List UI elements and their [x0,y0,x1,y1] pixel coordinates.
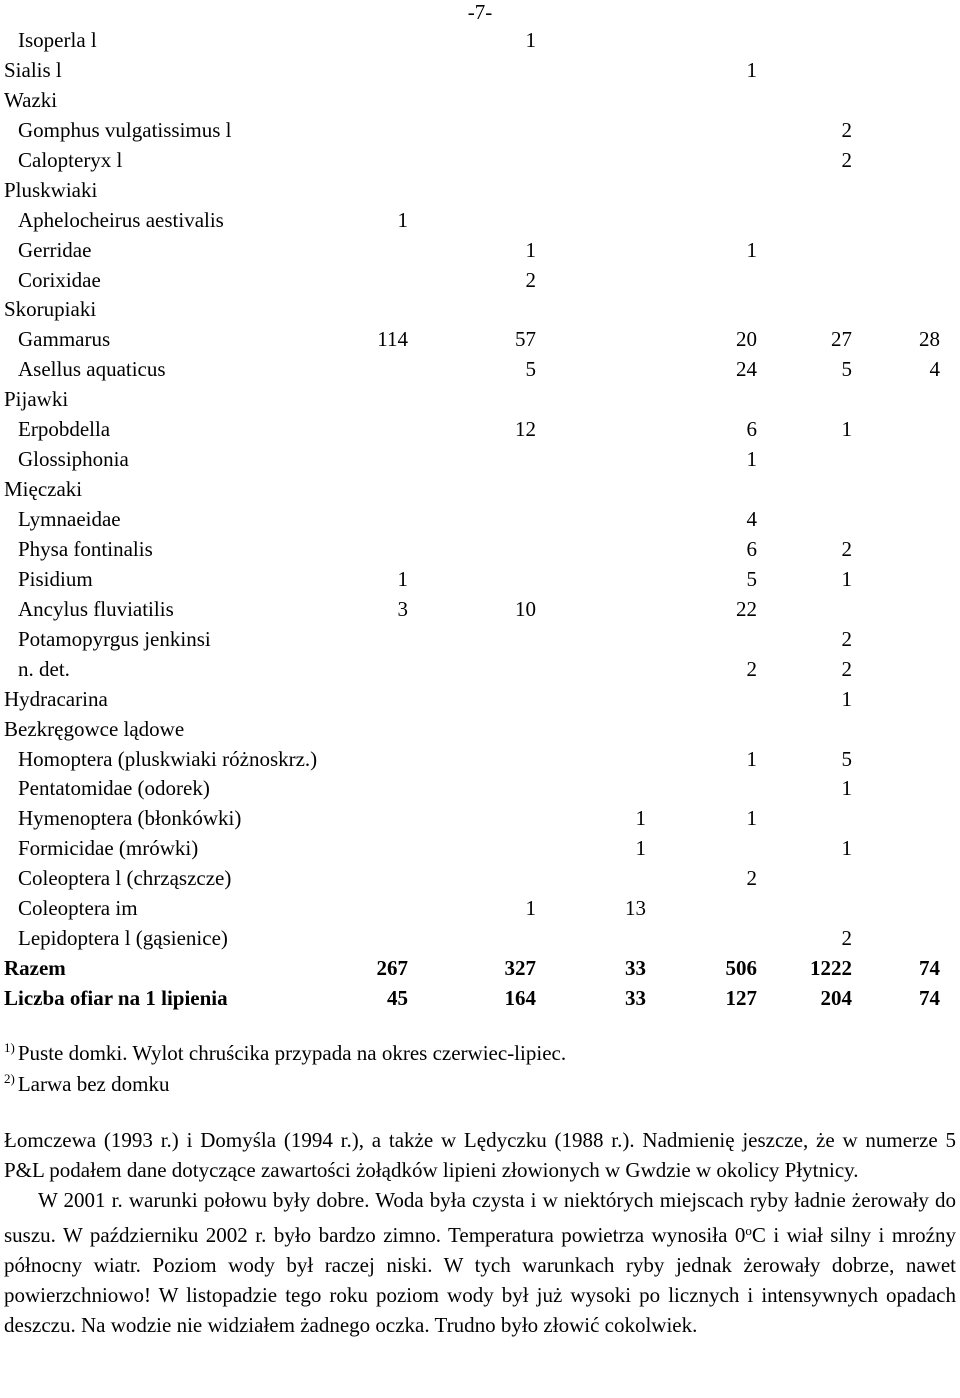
row-value: 2 [841,626,852,651]
row-label: Hymenoptera (błonkówki) [18,806,242,831]
table-row [0,475,960,505]
row-value: 28 [919,327,940,352]
row-value: 57 [515,327,536,352]
row-value: 2 [841,926,852,951]
row-value: 1 [841,836,852,861]
row-value: 5 [525,357,536,382]
table-row [0,715,960,745]
row-label: Pentatomidae (odorek) [18,776,210,801]
footnote [4,1032,954,1063]
degree-mark: o [745,1222,752,1238]
table-row [0,385,960,415]
table-row [0,595,960,625]
row-label: Isoperla l [18,28,97,52]
table-row [0,415,960,445]
row-label: Liczba ofiar na 1 lipienia [4,986,228,1010]
table-row [0,176,960,206]
row-value: 2 [841,536,852,561]
row-value: 164 [504,986,536,1010]
prey-table [0,26,960,1014]
row-value: 20 [736,327,757,352]
row-value: 1 [635,836,646,861]
paragraph-text: W 2001 r. warunki połowu były dobre. Woda była czysta i w niektórych miejscach ryby ładnie żerowały do suszu. W październiku 2002 r. było bardzo zimno. Temperatura powietrza wynosiła 0 [4,1187,956,1247]
row-value: 5 [841,746,852,771]
table-row [0,625,960,655]
paragraph-text: C i wiał silny i mroźny północny wiatr. Poziom wody był raczej niski. W tych warunkach ryby jednak żerowały dobrze, nawet powierzchniowo! W listopadzie tego roku poziom wody był już wysoki po licznych i intensywnych opadach deszczu. Na wodzie nie widziałem żadnego oczka. Trudno było złowić cokolwiek. [4,1222,956,1337]
row-value: 45 [387,986,408,1010]
row-value: 1 [746,57,757,82]
table-row [0,206,960,236]
table-row [0,894,960,924]
row-value: 1 [397,566,408,591]
row-value: 13 [625,896,646,921]
row-value: 1 [525,896,536,921]
table-row [0,505,960,535]
row-label: Gammarus [18,327,111,352]
footnotes [4,1032,954,1094]
table-row [0,325,960,355]
row-value: 12 [515,417,536,442]
row-value: 1 [841,417,852,442]
table-row [0,745,960,775]
row-value: 2 [746,656,757,681]
row-value: 1 [841,566,852,591]
paragraph [4,1186,956,1341]
row-value: 1222 [810,956,852,981]
row-value: 1 [746,237,757,262]
footnote-mark: 1) [4,1040,15,1055]
row-label: Erpobdella [18,417,111,442]
row-value: 1 [525,237,536,262]
table-row [0,655,960,685]
row-value: 74 [919,986,940,1010]
body-text [4,1126,956,1341]
row-value: 3 [397,596,408,621]
row-value: 1 [841,776,852,801]
row-label: Skorupiaki [4,297,97,322]
row-value: 10 [515,596,536,621]
row-label: n. det. [18,656,70,681]
row-label: Potamopyrgus jenkinsi [18,626,211,651]
table-row [0,146,960,176]
table-row [0,266,960,296]
row-label: Corixidae [18,267,101,292]
table-row [0,774,960,804]
row-value: 127 [725,986,757,1010]
row-value: 1 [635,806,646,831]
row-label: Gomphus vulgatissimus l [18,117,232,142]
row-value: 4 [746,507,757,531]
row-value: 204 [820,986,852,1010]
row-label: Gerridae [18,237,92,262]
row-label: Aphelocheirus aestivalis [18,207,224,232]
page-number: -7- [467,0,493,24]
row-label: Wazki [4,87,58,112]
row-label: Mięczaki [4,477,83,502]
row-value: 22 [736,596,757,621]
row-value: 114 [377,327,408,352]
row-label: Lymnaeidae [18,507,121,531]
table-row [0,535,960,565]
table-row [0,565,960,595]
row-label: Physa fontinalis [18,536,153,561]
table-row [0,954,960,984]
row-value: 27 [831,327,852,352]
table-row [0,86,960,116]
row-value: 1 [746,447,757,472]
row-value: 1 [397,207,408,232]
row-label: Lepidoptera l (gąsienice) [18,926,228,951]
row-value: 2 [746,866,757,891]
row-label: Pluskwiaki [4,177,98,202]
table-row [0,116,960,146]
table-row [0,355,960,385]
row-value: 5 [841,357,852,382]
table-row [0,26,960,56]
table-row [0,834,960,864]
row-label: Homoptera (pluskwiaki różnoskrz.) [18,746,318,771]
row-value: 4 [929,357,940,382]
row-label: Sialis l [4,57,62,82]
footnote [4,1063,954,1094]
table-row [0,56,960,86]
row-value: 6 [746,536,757,561]
row-label: Ancylus fluviatilis [18,596,174,621]
row-label: Glossiphonia [18,447,129,472]
table-row [0,864,960,894]
table-row [0,236,960,266]
table-row [0,984,960,1014]
row-label: Pijawki [4,387,69,412]
paragraph: Łomczewa (1993 r.) i Domyśla (1994 r.), a także w Lędyczku (1988 r.). Nadmienię jeszcze, że w numerze 5 P&L podałem dane dotyczące zawartości żołądków lipieni złowionych w Gwdzie w okolicy Płytnicy. [4,1128,956,1182]
table-row [0,804,960,834]
row-label: Calopteryx l [18,147,123,172]
row-label: Formicidae (mrówki) [18,836,199,861]
row-value: 74 [919,956,940,981]
row-value: 33 [625,986,646,1010]
table-row [0,295,960,325]
footnote-text: Puste domki. Wylot chruścika przypada na okres czerwiec-lipiec. [17,1041,567,1065]
row-label: Bezkręgowce lądowe [4,716,185,741]
row-label: Coleoptera im [18,896,138,921]
row-value: 327 [504,956,536,981]
row-value: 2 [525,267,536,292]
row-value: 506 [725,956,757,981]
footnote-text: Larwa bez domku [17,1072,170,1096]
row-value: 5 [746,566,757,591]
row-value: 2 [841,656,852,681]
row-value: 1 [525,28,536,52]
row-label: Hydracarina [4,686,108,711]
row-label: Pisidium [18,566,93,591]
row-label: Razem [4,956,66,981]
row-label: Coleoptera l (chrząszcze) [18,866,232,891]
row-value: 1 [746,746,757,771]
row-value: 267 [376,956,408,981]
row-value: 24 [736,357,757,382]
row-value: 1 [746,806,757,831]
row-value: 1 [841,686,852,711]
row-label: Asellus aquaticus [18,357,166,382]
row-value: 33 [625,956,646,981]
table-row [0,445,960,475]
row-value: 6 [746,417,757,442]
row-value: 2 [841,117,852,142]
table-row [0,685,960,715]
table-row [0,924,960,954]
footnote-mark: 2) [4,1071,15,1086]
row-value: 2 [841,147,852,172]
